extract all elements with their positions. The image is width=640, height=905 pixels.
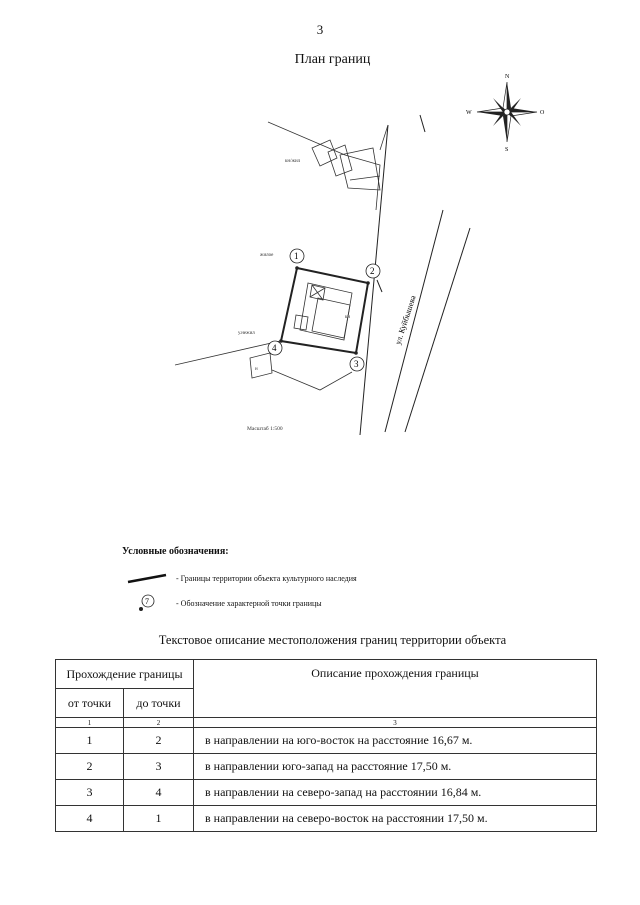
- header-boundary-passage: Прохождение границы: [56, 660, 194, 689]
- point-4: [268, 339, 283, 355]
- svg-text:4: 4: [272, 343, 277, 353]
- compass-rose-icon: [477, 82, 537, 142]
- label-neighbor-top: кн/жил: [285, 159, 301, 164]
- plan-title: План границ: [294, 52, 371, 67]
- compass-w: W: [466, 110, 472, 116]
- cell-description: в направлении на юго-восток на расстояние 16,67 м.: [194, 728, 597, 754]
- compass-n: N: [505, 74, 510, 80]
- legend-boundary-line: [128, 575, 166, 582]
- header-to-point: до точки: [124, 689, 194, 718]
- cell-from: 4: [56, 806, 124, 832]
- table-row: [56, 728, 597, 754]
- point-3: [350, 351, 364, 371]
- boundary-description-table: [55, 659, 597, 832]
- compass-s: S: [505, 147, 509, 153]
- object-buildings: [294, 283, 352, 340]
- scale-label: Масштаб 1:500: [247, 426, 283, 432]
- header-description: Описание прохождения границы: [194, 660, 597, 718]
- svg-text:1: 1: [294, 251, 299, 261]
- cell-to: 1: [124, 806, 194, 832]
- page-number: 3: [316, 22, 324, 37]
- table-row: [56, 780, 597, 806]
- legend-boundary-text: - Границы территории объекта культурного наследия: [176, 574, 357, 583]
- cell-from: 2: [56, 754, 124, 780]
- legend-point-text: - Обозначение характерной точки границы: [176, 599, 322, 608]
- cell-description: в направлении на северо-запад на расстоянии 16,84 м.: [194, 780, 597, 806]
- compass-e: O: [540, 110, 545, 116]
- cell-to: 4: [124, 780, 194, 806]
- point-1: [290, 249, 304, 270]
- svg-text:7: 7: [145, 597, 149, 606]
- cell-from: 1: [56, 728, 124, 754]
- table-row: [56, 806, 597, 832]
- cell-to: 3: [124, 754, 194, 780]
- column-number-row: 1 2 3: [56, 718, 597, 728]
- object-boundary: [281, 268, 368, 353]
- label-n: н: [255, 367, 258, 372]
- cell-to: 2: [124, 728, 194, 754]
- street-label: ул. Куйбышева: [393, 294, 418, 346]
- legend-title: Условные обозначения:: [122, 546, 229, 557]
- cell-description: в направлении юго-запад на расстояние 17,50 м.: [194, 754, 597, 780]
- label-left-top: жилое: [260, 253, 274, 258]
- header-from-point: от точки: [56, 689, 124, 718]
- table-row: [56, 754, 597, 780]
- label-left-bottom: у.нежил: [238, 331, 255, 336]
- cell-from: 3: [56, 780, 124, 806]
- cell-description: в направлении на северо-восток на расстоянии 17,50 м.: [194, 806, 597, 832]
- svg-text:3: 3: [354, 359, 359, 369]
- svg-text:2: 2: [370, 266, 375, 276]
- table-caption: Текстовое описание местоположения границ территории объекта: [158, 633, 507, 647]
- legend-point-symbol: [139, 595, 154, 611]
- label-kn: кн: [345, 315, 351, 320]
